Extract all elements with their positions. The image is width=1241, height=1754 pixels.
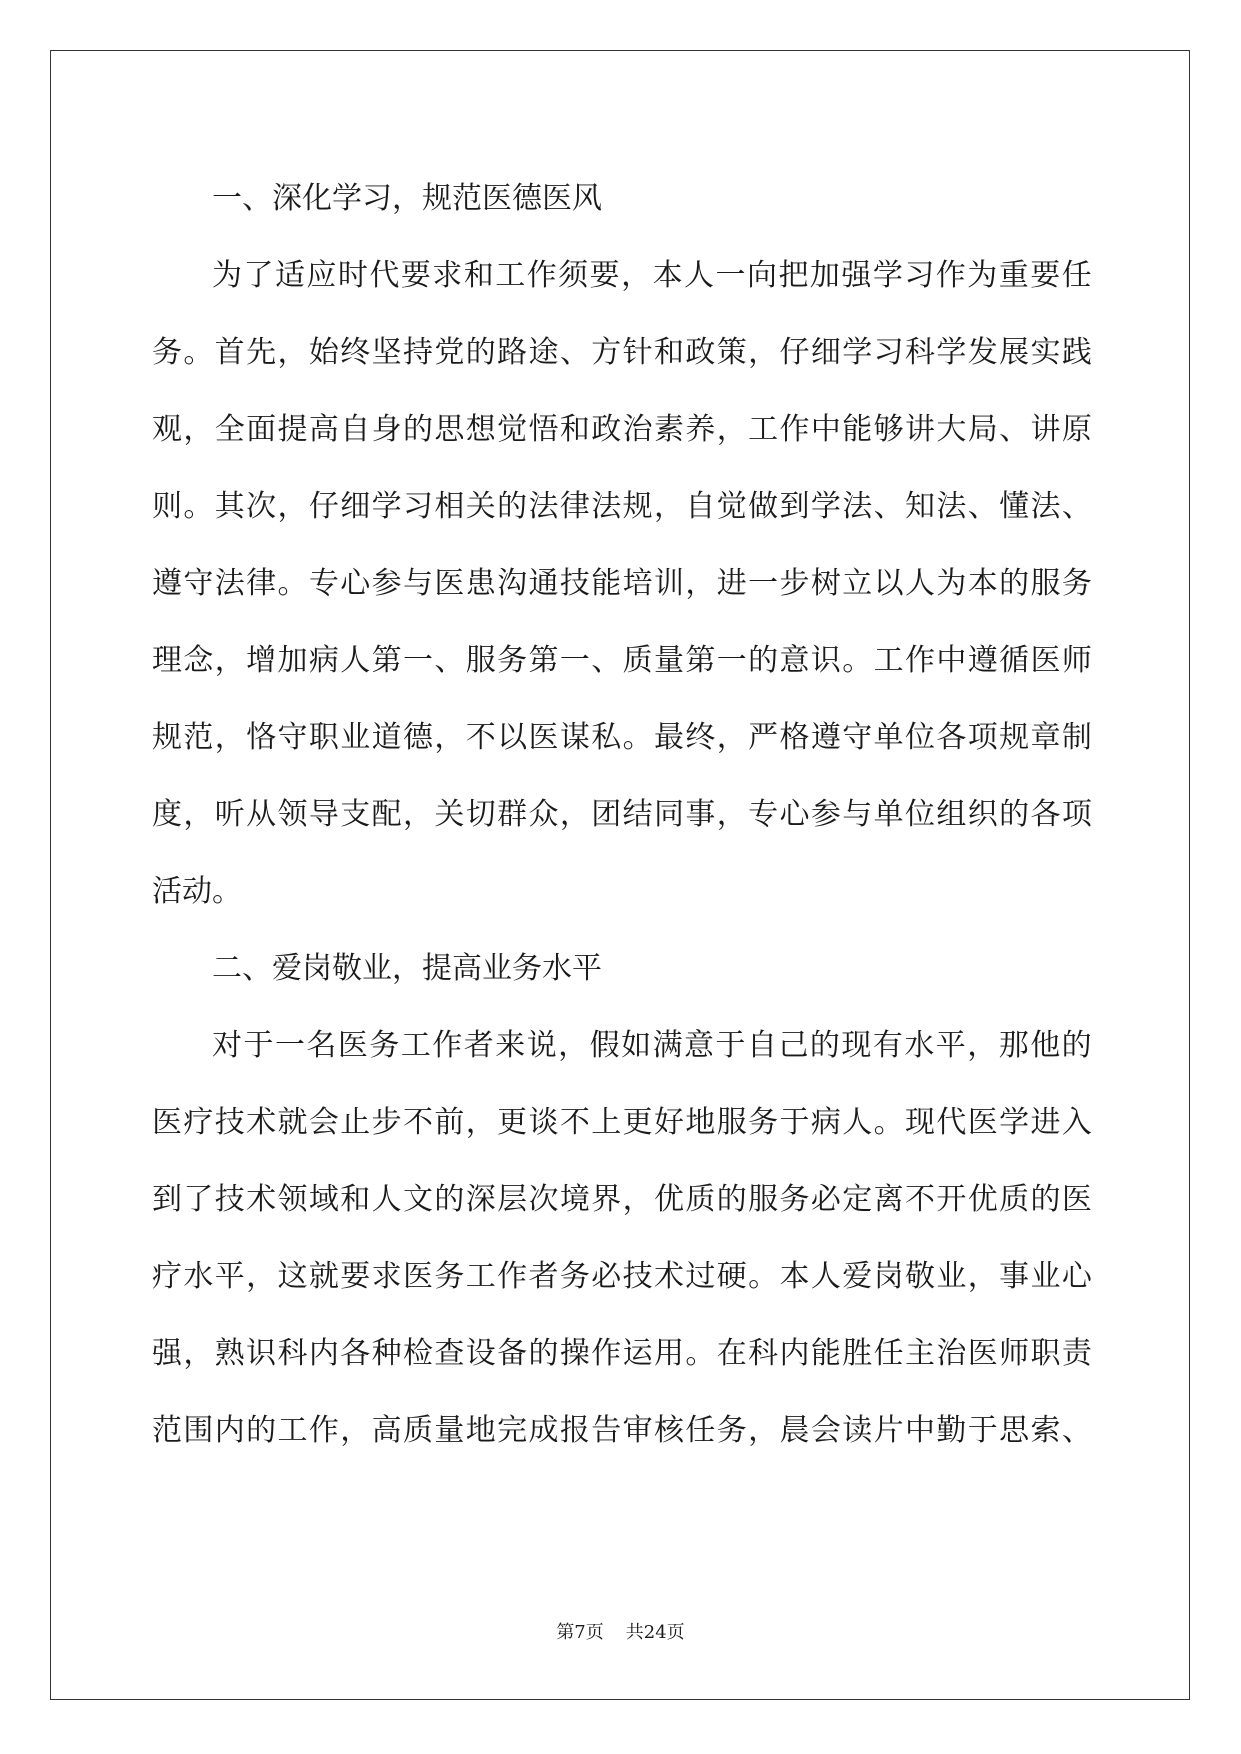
page-footer <box>0 1618 1241 1644</box>
paragraph-line: 范 围 内 的 工 作 ， 高 质 量 地 完 成 报 告 审 核 任 务 ， 晨 会 读 片 中 勤 于 思 索 、 <box>152 1413 1092 1448</box>
paragraph-line: 务 。 首 先 ， 始 终 坚 持 党 的 路 途 、 方 针 和 政 策 ， 仔 细 学 习 科 学 发 展 实 践 <box>152 335 1092 370</box>
paragraph-line: 到 了 技 术 领 域 和 人 文 的 深 层 次 境 界 ， 优 质 的 服 务 必 定 离 不 开 优 质 的 医 <box>152 1182 1092 1217</box>
paragraph-line: 活动。 <box>152 874 242 909</box>
paragraph-line: 强 ， 熟 识 科 内 各 种 检 查 设 备 的 操 作 运 用 。 在 科 内 能 胜 任 主 治 医 师 职 责 <box>152 1336 1092 1371</box>
section-heading: 二、爱岗敬业，提高业务水平 <box>212 951 602 986</box>
paragraph-line: 观 ， 全 面 提 高 自 身 的 思 想 觉 悟 和 政 治 素 养 ， 工 作 中 能 够 讲 大 局 、 讲 原 <box>152 412 1092 447</box>
paragraph-line: 理 念 ， 增 加 病 人 第 一 、 服 务 第 一 、 质 量 第 一 的 意 识 。 工 作 中 遵 循 医 师 <box>152 643 1092 678</box>
paragraph-line: 医 疗 技 术 就 会 止 步 不 前 ， 更 谈 不 上 更 好 地 服 务 于 病 人 。 现 代 医 学 进 入 <box>152 1105 1092 1140</box>
section-heading: 一、深化学习，规范医德医风 <box>212 181 602 216</box>
paragraph-line: 对 于 一 名 医 务 工 作 者 来 说 ， 假 如 满 意 于 自 己 的 现 有 水 平 ， 那 他 的 <box>212 1028 1092 1063</box>
document-body <box>152 160 1092 1469</box>
paragraph-line: 遵 守 法 律 。 专 心 参 与 医 患 沟 通 技 能 培 训 ， 进 一 步 树 立 以 人 为 本 的 服 务 <box>152 566 1092 601</box>
paragraph-line: 则 。 其 次 ， 仔 细 学 习 相 关 的 法 律 法 规 ， 自 觉 做 到 学 法 、 知 法 、 懂 法 、 <box>152 489 1092 524</box>
paragraph-line: 规 范 ， 恪 守 职 业 道 德 ， 不 以 医 谋 私 。 最 终 ， 严 格 遵 守 单 位 各 项 规 章 制 <box>152 720 1092 755</box>
paragraph-line: 为 了 适 应 时 代 要 求 和 工 作 须 要 ， 本 人 一 向 把 加 强 学 习 作 为 重 要 任 <box>212 258 1092 293</box>
paragraph-line: 度 ， 听 从 领 导 支 配 ， 关 切 群 众 ， 团 结 同 事 ， 专 心 参 与 单 位 组 织 的 各 项 <box>152 797 1092 832</box>
page-number: 第7页 <box>556 1622 604 1643</box>
paragraph-line: 疗 水 平 ， 这 就 要 求 医 务 工 作 者 务 必 技 术 过 硬 。 本 人 爱 岗 敬 业 ， 事 业 心 <box>152 1259 1092 1294</box>
page-total: 共24页 <box>625 1622 685 1643</box>
